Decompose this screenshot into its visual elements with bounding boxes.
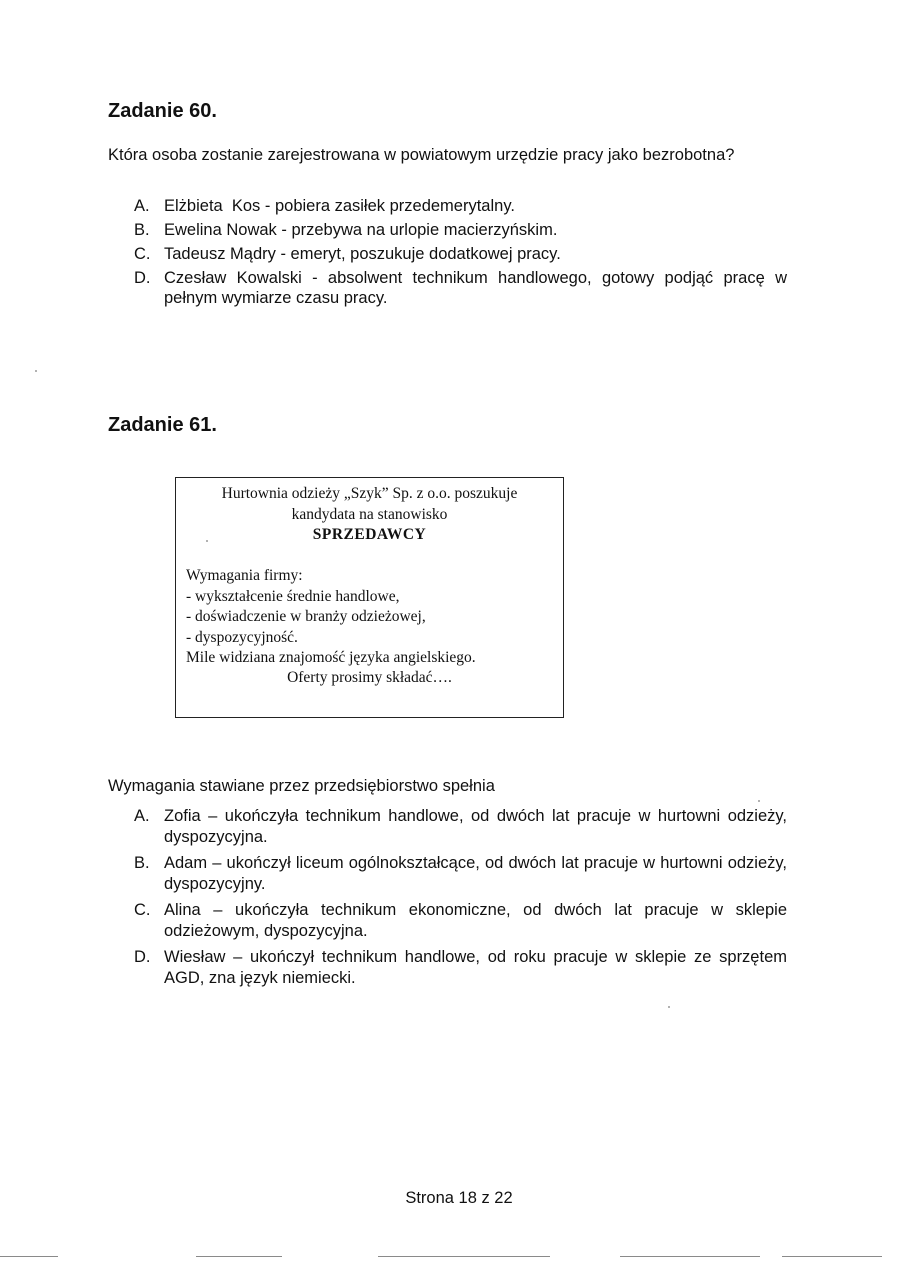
option-letter: A.	[134, 807, 150, 825]
option-text: Alina – ukończyła technikum ekonomiczne, od dwóch lat pracuje w sklepie odzieżowym, dyspozycyjna.	[164, 901, 787, 940]
ad-requirements	[186, 566, 557, 669]
ad-requirements-title: Wymagania firmy:	[186, 567, 303, 584]
task-61-question: Wymagania stawiane przez przedsiębiorstwo spełnia	[108, 777, 495, 795]
ad-requirement-item: - wykształcenie średnie handlowe,	[186, 587, 400, 605]
option-text: Zofia – ukończyła technikum handlowe, od dwóch lat pracuje w hurtowni odzieży, dyspozycyjna.	[164, 807, 787, 846]
option-letter: A.	[134, 197, 150, 215]
option-text: Tadeusz Mądry - emeryt, poszukuje dodatkowej pracy.	[164, 245, 561, 263]
option-letter: D.	[134, 269, 151, 287]
scan-edge-line	[782, 1256, 882, 1257]
option-text: Adam – ukończył liceum ogólnokształcące, od dwóch lat pracuje w hurtowni odzieży, dyspozycyjny.	[164, 854, 787, 893]
scan-edge-line	[0, 1256, 58, 1257]
scan-edge-line	[620, 1256, 760, 1257]
task-60-question: Która osoba zostanie zarejestrowana w powiatowym urzędzie pracy jako bezrobotna?	[108, 146, 735, 164]
ad-closing: Oferty prosimy składać….	[287, 669, 452, 686]
task-60-options	[108, 196, 787, 312]
option-letter: C.	[134, 245, 151, 263]
scan-speck	[668, 1006, 670, 1008]
ad-position-title: SPRZEDAWCY	[312, 526, 427, 543]
ad-company-line: Hurtownia odzieży „Szyk” Sp. z o.o. poszukuje	[221, 485, 518, 502]
ad-requirement-item: - dyspozycyjność.	[186, 628, 298, 646]
task-61-options	[108, 806, 787, 994]
ad-candidate-line: kandydata na stanowisko	[291, 505, 448, 523]
scan-speck	[35, 370, 37, 372]
page-number: Strona 18 z 22	[405, 1189, 513, 1207]
task-61-option-a	[108, 806, 787, 848]
task-61-heading: Zadanie 61.	[108, 414, 217, 436]
task-60-option-a	[108, 196, 787, 216]
option-text: Wiesław – ukończył technikum handlowe, od roku pracuje w sklepie ze sprzętem AGD, zna język niemiecki.	[164, 948, 787, 987]
task-60-option-c	[108, 244, 787, 264]
option-text: Czesław Kowalski - absolwent technikum handlowego, gotowy podjąć pracę w pełnym wymiarze czasu pracy.	[164, 269, 787, 307]
scan-edge-line	[378, 1256, 550, 1257]
scan-edge-line	[196, 1256, 282, 1257]
option-letter: C.	[134, 901, 151, 919]
task-60-heading: Zadanie 60.	[108, 100, 217, 122]
task-60-option-d	[108, 268, 787, 308]
task-60-option-b	[108, 220, 787, 240]
task-61-option-c	[108, 900, 787, 942]
option-text: Ewelina Nowak - przebywa na urlopie macierzyńskim.	[164, 221, 558, 239]
task-61-option-b	[108, 853, 787, 895]
option-letter: B.	[134, 854, 150, 872]
job-advertisement-box	[175, 477, 564, 718]
task-61-option-d	[108, 947, 787, 989]
scan-speck	[206, 540, 208, 542]
ad-requirement-item: - doświadczenie w branży odzieżowej,	[186, 608, 426, 625]
ad-footer	[176, 668, 563, 689]
option-letter: B.	[134, 221, 150, 239]
ad-header	[176, 484, 563, 546]
option-letter: D.	[134, 948, 151, 966]
ad-note: Mile widziana znajomość języka angielskiego.	[186, 649, 476, 666]
scan-speck	[758, 800, 760, 802]
option-text: Elżbieta Kos - pobiera zasiłek przedemerytalny.	[164, 197, 515, 215]
